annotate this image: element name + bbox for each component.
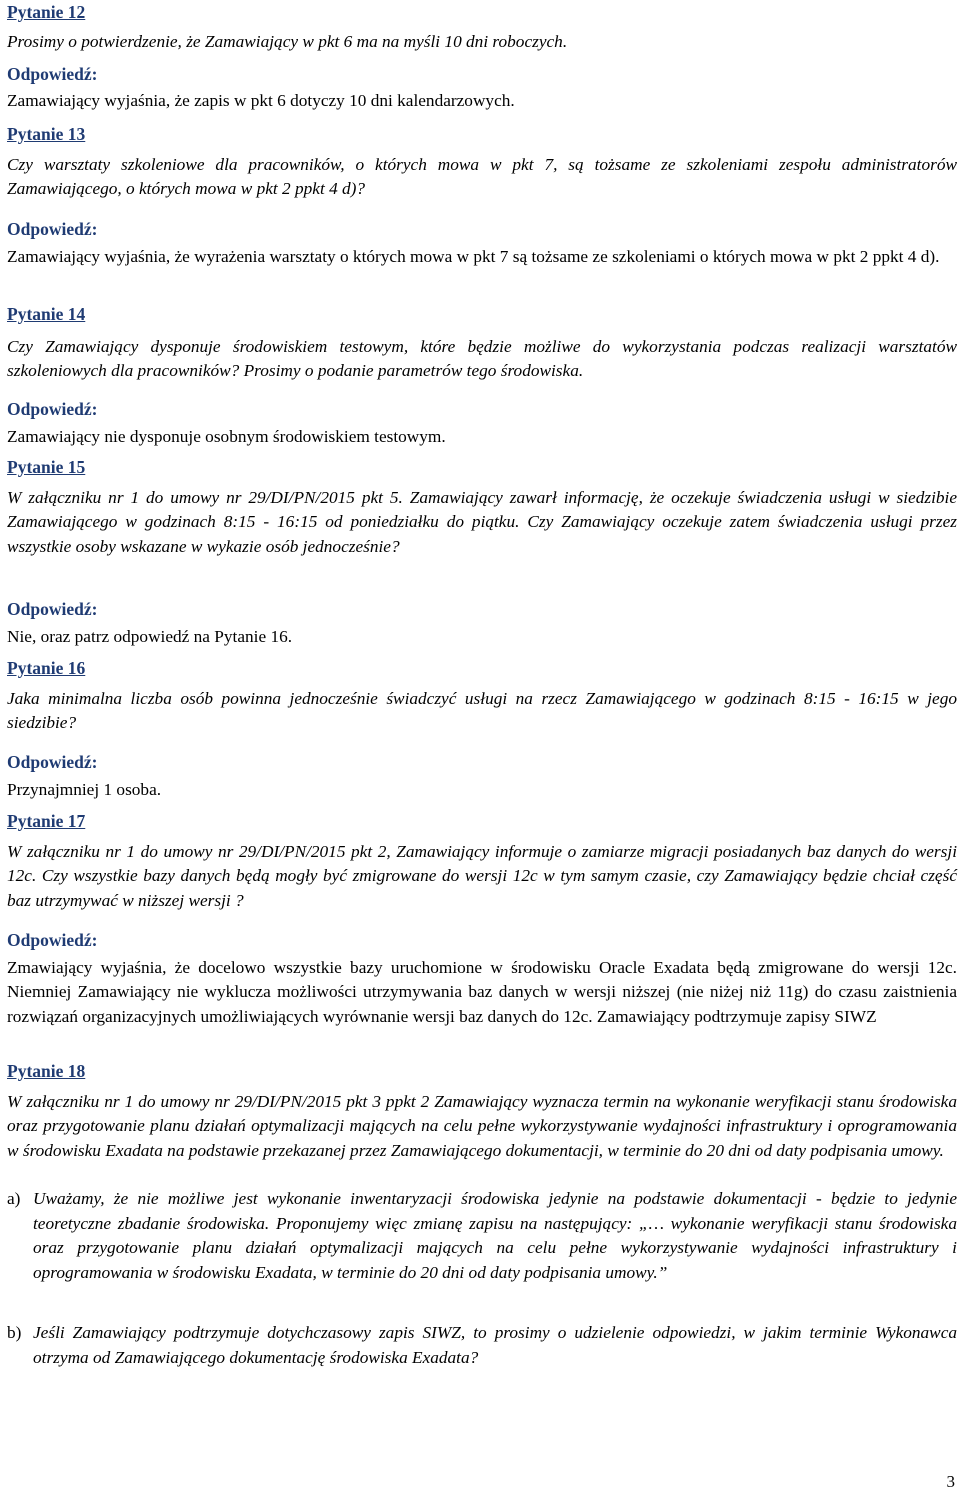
question-heading: Pytanie 12 <box>7 2 86 22</box>
question-block-17 <box>7 809 957 913</box>
answer-text: Zmawiający wyjaśnia, że docelowo wszystkie bazy uruchomione w środowisku Oracle Exadata będą zmigrowane do wersji 12c. Niemniej Zamawiający nie wyklucza możliwości utrzymywania baz danych w wersji niższej (nie niżej niż 11g) do czasu zaistnienia rozwiązań organizacyjnych umożliwiających wyrównanie wersji baz danych do 12c. Zamawiający podtrzymuje zapisy SIWZ <box>7 957 957 1026</box>
answer-label: Odpowiedź: <box>7 930 98 950</box>
question-text: Czy Zamawiający dysponuje środowiskiem testowym, które będzie możliwe do wykorzystania podczas realizacji warsztatów szkoleniowych dla pracowników? Prosimy o podanie parametrów tego środowiska. <box>7 336 957 381</box>
question-text: W załączniku nr 1 do umowy nr 29/DI/PN/2015 pkt 3 ppkt 2 Zamawiający wyznacza termin na wykonanie weryfikacji stanu środowiska oraz przygotowanie planu działań optymalizacji mających na celu pełne wykorzystywanie wydajności infrastruktury i oprogramowania w środowisku Exadata na podstawie przekazanej przez Zamawiającego dokumentacji, w terminie do 20 dni od daty podpisania umowy. <box>7 1091 957 1160</box>
answer-label: Odpowiedź: <box>7 64 98 84</box>
question-heading: Pytanie 13 <box>7 124 86 144</box>
question-heading: Pytanie 16 <box>7 658 86 678</box>
question-heading: Pytanie 14 <box>7 304 86 324</box>
answer-text: Zamawiający nie dysponuje osobnym środowiskiem testowym. <box>7 426 446 446</box>
page-number: 3 <box>946 1472 955 1491</box>
answer-label: Odpowiedź: <box>7 399 98 419</box>
list-item-a <box>7 1187 957 1285</box>
question-block-14 <box>7 302 957 384</box>
list-item-text: Uważamy, że nie możliwe jest wykonanie inwentaryzacji środowiska jedynie na podstawie dokumentacji - będzie to jedynie teoretyczne zbadanie środowiska. Proponujemy więc zmianę zapisu na następujący: „… wykonanie weryfikacji stanu środowiska oraz przygotowanie planu działań optymalizacji mających na celu pełne wykorzystywanie wydajności infrastruktury i oprogramowania w środowisku Exadata, w terminie do 20 dni od daty podpisania umowy.” <box>33 1189 957 1282</box>
answer-text: Przynajmniej 1 osoba. <box>7 779 162 799</box>
list-item-text: Jeśli Zamawiający podtrzymuje dotychczasowy zapis SIWZ, to prosimy o udzielenie odpowiedzi, w jakim terminie Wykonawca otrzyma od Zamawiającego dokumentację środowiska Exadata? <box>33 1323 957 1367</box>
answer-block-17 <box>7 928 957 1029</box>
question-text: W załączniku nr 1 do umowy nr 29/DI/PN/2015 pkt 5. Zamawiający zawarł informację, że oczekuje świadczenia usługi w siedzibie Zamawiającego w godzinach 8:15 - 16:15 od poniedziałku do piątku. Czy Zamawiający oczekuje zatem świadczenia usługi przez wszystkie osoby wskazane w wykazie osób jednocześnie? <box>7 487 957 556</box>
answer-block-14 <box>7 397 957 449</box>
question-text: Czy warsztaty szkoleniowe dla pracowników, o których mowa w pkt 7, są tożsame ze szkoleniami zespołu administratorów Zamawiającego, o których mowa w pkt 2 ppkt 4 d)? <box>7 154 957 199</box>
question-block-15 <box>7 455 957 559</box>
question-heading: Pytanie 15 <box>7 457 86 477</box>
list-item-b <box>7 1321 957 1370</box>
question-text: Prosimy o potwierdzenie, że Zamawiający w pkt 6 ma na myśli 10 dni roboczych. <box>7 31 568 51</box>
answer-text: Zamawiający wyjaśnia, że wyrażenia warsztaty o których mowa w pkt 7 są tożsame ze szkoleniami o których mowa w pkt 2 ppkt 4 d). <box>7 246 940 266</box>
question-block-16 <box>7 656 957 736</box>
answer-label: Odpowiedź: <box>7 599 98 619</box>
answer-block-16 <box>7 750 957 802</box>
question-block-12 <box>7 0 957 54</box>
list-marker: a) <box>7 1189 21 1208</box>
answer-text: Nie, oraz patrz odpowiedź na Pytanie 16. <box>7 626 293 646</box>
question-text: W załączniku nr 1 do umowy nr 29/DI/PN/2015 pkt 2, Zamawiający informuje o zamiarze migracji posiadanych baz danych do wersji 12c. Czy wszystkie bazy danych będą mogły być zmigrowane do wersji 12c w tym samym czasie, czy Zamawiający będzie chciał część baz utrzymywać w niższej wersji ? <box>7 841 957 910</box>
answer-text: Zamawiający wyjaśnia, że zapis w pkt 6 dotyczy 10 dni kalendarzowych. <box>7 90 515 110</box>
answer-label: Odpowiedź: <box>7 752 98 772</box>
question-block-18 <box>7 1059 957 1163</box>
answer-block-15 <box>7 597 957 649</box>
question-heading: Pytanie 17 <box>7 811 86 831</box>
answer-block-12 <box>7 62 957 113</box>
answer-label: Odpowiedź: <box>7 219 98 239</box>
answer-block-13 <box>7 217 957 269</box>
question-block-13 <box>7 122 957 202</box>
question-heading: Pytanie 18 <box>7 1061 86 1081</box>
question-text: Jaka minimalna liczba osób powinna jednocześnie świadczyć usługi na rzecz Zamawiającego w godzinach 8:15 - 16:15 w jego siedzibie? <box>7 688 957 733</box>
list-marker: b) <box>7 1323 22 1342</box>
